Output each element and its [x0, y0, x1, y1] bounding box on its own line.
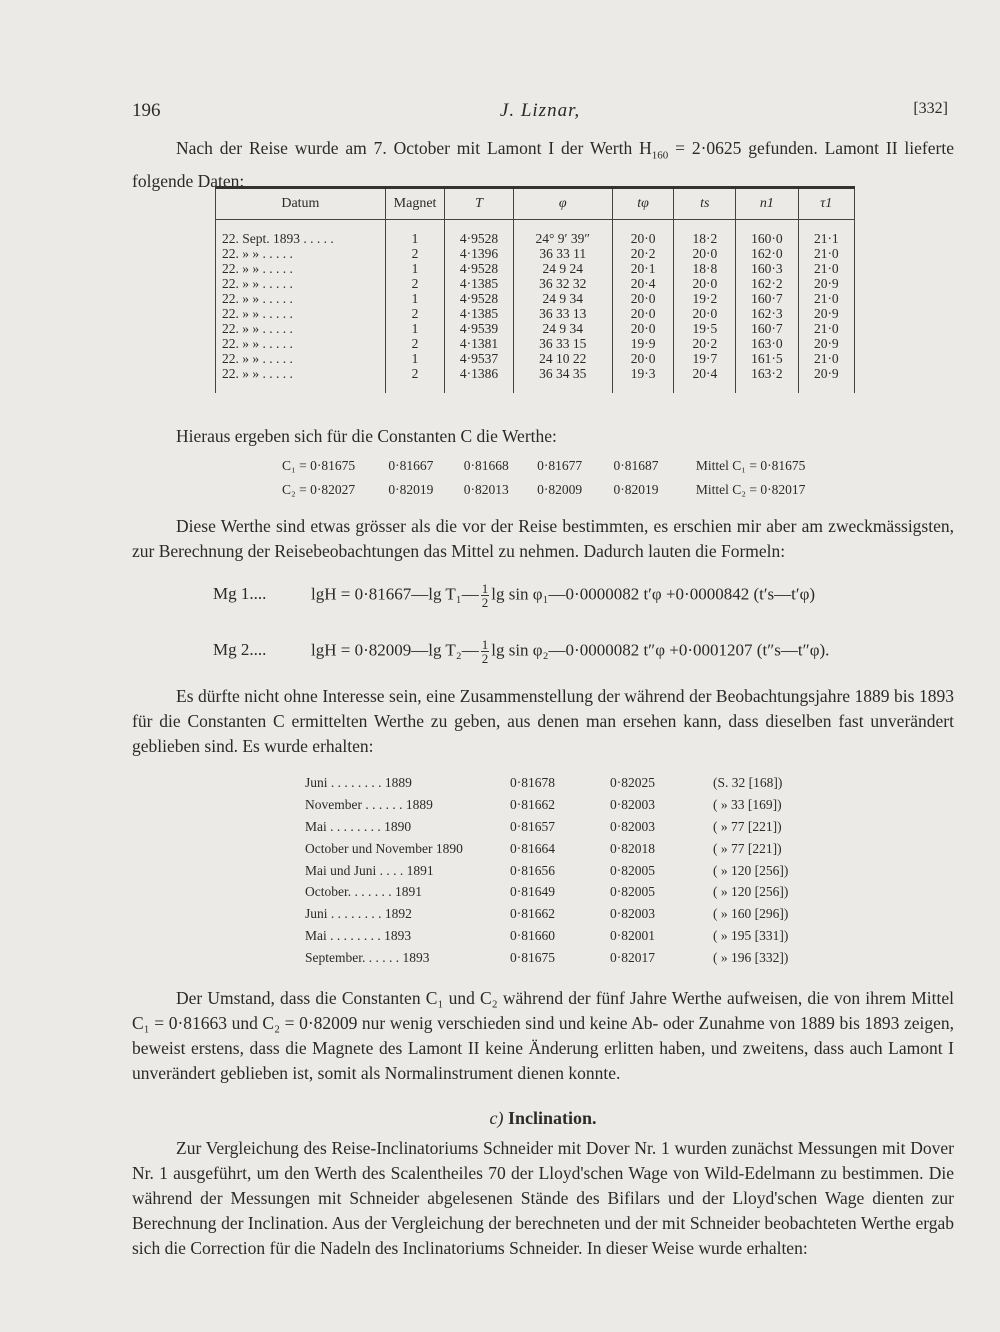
table-cell: 21·1 [798, 231, 854, 246]
intro-rest: = 2·0625 gefunden. Lamont II lieferte folgende Daten: [132, 138, 954, 191]
table-row [216, 291, 855, 306]
table-cell: 18·2 [674, 231, 736, 246]
table-cell: 24 9 34 [513, 321, 612, 336]
intro-text: Nach der Reise wurde am 7. October mit Lamont I der Werth H [176, 138, 652, 158]
history-cell: 0·82003 [610, 796, 655, 812]
col-magnet: Magnet [385, 189, 445, 220]
table-cell: 22. » » . . . . . [216, 366, 386, 381]
denominator: 2 [481, 595, 489, 610]
table-cell: 20·9 [798, 336, 854, 351]
table-cell: 4·1396 [445, 246, 513, 261]
formula-part: lgH = 0·82009—lg T₂— [311, 640, 479, 660]
c2-value: 0·82013 [463, 482, 509, 497]
table-cell: 22. » » . . . . . [216, 351, 386, 366]
es-paragraph: Es dürfte nicht ohne Interesse sein, eine Zusammenstellung der während der Beobachtungsjahre 1889 bis 1893 für die Constanten C ermittelten Werthe zu geben, aus denen man ersehen kann, dass dieselben fast unverändert geblieben sind. Es wurde erhalten: [132, 686, 954, 756]
table-cell: 2 [385, 276, 445, 291]
table-cell: 2 [385, 246, 445, 261]
section-heading [132, 1108, 954, 1129]
table-header-row [216, 189, 855, 220]
table-cell: 36 34 35 [513, 366, 612, 381]
history-row [305, 860, 805, 882]
table-cell: 19·7 [674, 351, 736, 366]
table-cell: 4·9539 [445, 321, 513, 336]
table-cell: 20·9 [798, 366, 854, 381]
history-cell: 0·81660 [510, 928, 555, 944]
fraction [481, 582, 490, 609]
history-cell: 0·81656 [510, 862, 555, 878]
table-cell: 4·9528 [445, 291, 513, 306]
table-row [216, 351, 855, 366]
table-cell: 160·7 [736, 291, 798, 306]
table-row [216, 261, 855, 276]
table-row [216, 231, 855, 246]
history-cell: ( » 196 [332]) [713, 950, 789, 966]
formula-mg2 [213, 638, 829, 665]
history-cell: 0·82025 [610, 775, 655, 790]
table-cell: 20·0 [612, 321, 674, 336]
table-cell: 22. » » . . . . . [216, 306, 386, 321]
table-cell: 20·9 [798, 276, 854, 291]
history-cell: 0·81675 [510, 950, 555, 966]
table-cell: 162·0 [736, 246, 798, 261]
history-cell: November . . . . . . 1889 [305, 796, 433, 812]
umstand-paragraph: Der Umstand, dass die Constanten C₁ und C₂ während der fünf Jahre Werthe aufweisen, die von ihrem Mittel C₁ = 0·81663 und C₂ = 0·82009 nur wenig verschieden sind und keine Ab- oder Zunahme von 1889 bis 1893 zeigen, beweist erstens, dass die Magnete des Lamont II keine Änderung erlitten haben, und zweitens, dass auch Lamont I unverändert geblieben ist, somit als Normalinstrument dienen konnte. [132, 988, 954, 1083]
history-cell: ( » 77 [221]) [713, 818, 782, 834]
table-cell: 4·1381 [445, 336, 513, 351]
table-cell: 24 9 24 [513, 261, 612, 276]
history-row [305, 881, 805, 903]
section-title: Inclination. [507, 1108, 597, 1128]
col-n1: n1 [736, 189, 798, 220]
history-cell: 0·81664 [510, 840, 555, 856]
c1-value: 0·81687 [613, 458, 659, 473]
c1-value: 0·81668 [463, 458, 509, 473]
history-row [305, 925, 805, 947]
history-cell: ( » 160 [296]) [713, 906, 789, 922]
table-cell: 161·5 [736, 351, 798, 366]
table-cell: 19·3 [612, 366, 674, 381]
section-number: [332] [913, 100, 948, 117]
col-t: T [445, 189, 513, 220]
denominator: 2 [481, 651, 489, 666]
col-t-phi: tφ [612, 189, 674, 220]
table-cell: 21·0 [798, 246, 854, 261]
table-cell: 19·5 [674, 321, 736, 336]
intro-paragraph [132, 136, 954, 194]
intro-subscript: 160 [651, 149, 669, 162]
table-cell: 20·0 [612, 291, 674, 306]
history-cell: 0·82003 [610, 818, 655, 834]
history-row [305, 794, 805, 816]
table-row [216, 246, 855, 261]
c1-value: 0·81667 [388, 458, 434, 473]
c1-mean: Mittel C₁ = 0·81675 [695, 458, 806, 473]
table-row [216, 276, 855, 291]
table-cell: 36 33 15 [513, 336, 612, 351]
table-cell: 20·0 [612, 231, 674, 246]
table-cell: 22. » » . . . . . [216, 336, 386, 351]
history-cell: ( » 195 [331]) [713, 928, 789, 944]
numerator: 1 [481, 581, 489, 596]
table-cell: 162·3 [736, 306, 798, 321]
table-cell: 22. Sept. 1893 . . . . . [216, 231, 386, 246]
col-tau1: τ1 [798, 189, 854, 220]
numerator: 1 [481, 637, 489, 652]
table-cell: 162·2 [736, 276, 798, 291]
table-cell: 20·2 [674, 336, 736, 351]
history-cell: Juni . . . . . . . . 1889 [305, 775, 412, 790]
c2-label: C₂ = 0·82027 [282, 482, 356, 497]
table-cell: 2 [385, 336, 445, 351]
table-cell: 19·9 [612, 336, 674, 351]
table-cell: 22. » » . . . . . [216, 261, 386, 276]
table-cell: 4·1385 [445, 306, 513, 321]
formula-mg1 [213, 582, 815, 609]
history-cell: ( » 120 [256]) [713, 862, 789, 878]
constants-c1-row [282, 458, 805, 474]
author-name: J. Liznar, [499, 100, 581, 121]
table-cell: 4·1385 [445, 276, 513, 291]
table-cell: 20·9 [798, 306, 854, 321]
table-cell: 20·0 [674, 306, 736, 321]
table-cell: 20·0 [612, 306, 674, 321]
table-cell: 36 33 11 [513, 246, 612, 261]
diese-paragraph: Diese Werthe sind etwas grösser als die vor der Reise bestimmten, es erschien mir aber am zweckmässigsten, zur Berechnung der Reisebeobachtungen das Mittel zu nehmen. Dadurch lauten die Formeln: [132, 516, 954, 561]
table-cell: 2 [385, 366, 445, 381]
table-cell: 21·0 [798, 321, 854, 336]
history-cell: October und November 1890 [305, 840, 463, 856]
table-row [216, 306, 855, 321]
table-cell: 21·0 [798, 291, 854, 306]
formula-part: lg sin φ₁—0·0000082 t′φ +0·0000842 (t′s—t′φ) [491, 584, 816, 604]
table-cell: 19·2 [674, 291, 736, 306]
section-letter: c) [489, 1108, 504, 1128]
history-cell: Mai und Juni . . . . 1891 [305, 862, 434, 878]
table-cell: 1 [385, 351, 445, 366]
table-cell: 20·2 [612, 246, 674, 261]
table-cell: 22. » » . . . . . [216, 291, 386, 306]
table-cell: 18·8 [674, 261, 736, 276]
history-cell: Mai . . . . . . . . 1890 [305, 818, 412, 834]
table-cell: 20·4 [612, 276, 674, 291]
table-cell: 160·3 [736, 261, 798, 276]
col-phi: φ [513, 189, 612, 220]
table-cell: 163·2 [736, 366, 798, 381]
formula-part: lgH = 0·81667—lg T₁— [311, 584, 479, 604]
table-row [216, 336, 855, 351]
c2-value: 0·82009 [537, 482, 583, 497]
history-row [305, 947, 805, 969]
constants-c2-row [282, 482, 805, 498]
history-cell: 0·82003 [610, 906, 655, 922]
fraction [481, 638, 490, 665]
table-cell: 24° 9′ 39″ [513, 231, 612, 246]
zur-paragraph: Zur Vergleichung des Reise-Inclinatoriums Schneider mit Dover Nr. 1 wurden zunächst Messungen mit Dover Nr. 1 ausgeführt, um den Werth des Scalentheiles 70 der Lloyd'schen Wage von Wild-Edelmann zu bestimmen. Die während der Messungen mit Schneider abgelesenen Stände des Bifilars und der Lloyd'schen Wage dienten zur Berechnung der Inclination. Aus der Vergleichung der berechneten und der mit Schneider beobachteten Werthe ergab sich die Correction für die Nadeln des Inclinatoriums Schneider. In dieser Weise wurde erhalten: [132, 1138, 954, 1258]
table-cell: 1 [385, 231, 445, 246]
history-cell: October. . . . . . . 1891 [305, 884, 422, 900]
table-cell: 20·0 [612, 351, 674, 366]
table-cell: 1 [385, 321, 445, 336]
table-cell: 20·4 [674, 366, 736, 381]
measurement-table [215, 186, 855, 393]
history-row [305, 772, 805, 794]
history-cell: 0·82005 [610, 884, 655, 900]
table-cell: 22. » » . . . . . [216, 321, 386, 336]
table-cell: 4·9537 [445, 351, 513, 366]
table-cell: 21·0 [798, 351, 854, 366]
table-cell: 20·0 [674, 276, 736, 291]
c1-value: 0·81677 [537, 458, 583, 473]
history-cell: 0·82005 [610, 862, 655, 878]
history-row [305, 816, 805, 838]
c2-mean: Mittel C₂ = 0·82017 [695, 482, 806, 497]
table-cell: 24 9 34 [513, 291, 612, 306]
table-cell: 20·0 [674, 246, 736, 261]
running-header [132, 100, 948, 128]
col-ts: ts [674, 189, 736, 220]
formula-part: lg sin φ₂—0·0000082 t″φ +0·0001207 (t″s—t″φ). [491, 640, 830, 660]
table-cell: 24 10 22 [513, 351, 612, 366]
table-row [216, 366, 855, 381]
formula-label: Mg 1.... [213, 584, 267, 604]
table-cell: 4·9528 [445, 231, 513, 246]
history-cell: 0·81662 [510, 906, 555, 922]
c1-label: C₁ = 0·81675 [282, 458, 356, 473]
table-row [216, 321, 855, 336]
table-cell: 21·0 [798, 261, 854, 276]
history-cell: Juni . . . . . . . . 1892 [305, 906, 412, 922]
table-cell: 4·9528 [445, 261, 513, 276]
history-cell: 0·82017 [610, 950, 655, 966]
history-cell: 0·81657 [510, 818, 555, 834]
history-cell: September. . . . . . 1893 [305, 950, 430, 966]
history-cell: 0·82001 [610, 928, 655, 944]
table-cell: 36 33 13 [513, 306, 612, 321]
history-table [305, 772, 805, 969]
table-cell: 22. » » . . . . . [216, 246, 386, 261]
page-number: 196 [132, 100, 161, 121]
table-cell: 20·1 [612, 261, 674, 276]
table-cell: 160·7 [736, 321, 798, 336]
history-cell: ( » 77 [221]) [713, 840, 782, 856]
c2-value: 0·82019 [613, 482, 659, 497]
history-cell: Mai . . . . . . . . 1893 [305, 928, 412, 944]
history-row [305, 838, 805, 860]
col-datum: Datum [216, 189, 386, 220]
history-cell: 0·81662 [510, 796, 555, 812]
table-cell: 4·1386 [445, 366, 513, 381]
history-cell: 0·81678 [510, 775, 555, 790]
history-cell: ( » 120 [256]) [713, 884, 789, 900]
history-cell: ( » 33 [169]) [713, 796, 782, 812]
history-cell: (S. 32 [168]) [713, 775, 783, 790]
c2-value: 0·82019 [388, 482, 434, 497]
table-cell: 1 [385, 261, 445, 276]
formula-label: Mg 2.... [213, 640, 267, 660]
history-row [305, 903, 805, 925]
table-cell: 163·0 [736, 336, 798, 351]
history-cell: 0·82018 [610, 840, 655, 856]
table-cell: 1 [385, 291, 445, 306]
history-cell: 0·81649 [510, 884, 555, 900]
table-cell: 22. » » . . . . . [216, 276, 386, 291]
hieraus-paragraph: Hieraus ergeben sich für die Constanten C die Werthe: [176, 426, 557, 446]
table-cell: 160·0 [736, 231, 798, 246]
table-cell: 2 [385, 306, 445, 321]
table-cell: 36 32 32 [513, 276, 612, 291]
